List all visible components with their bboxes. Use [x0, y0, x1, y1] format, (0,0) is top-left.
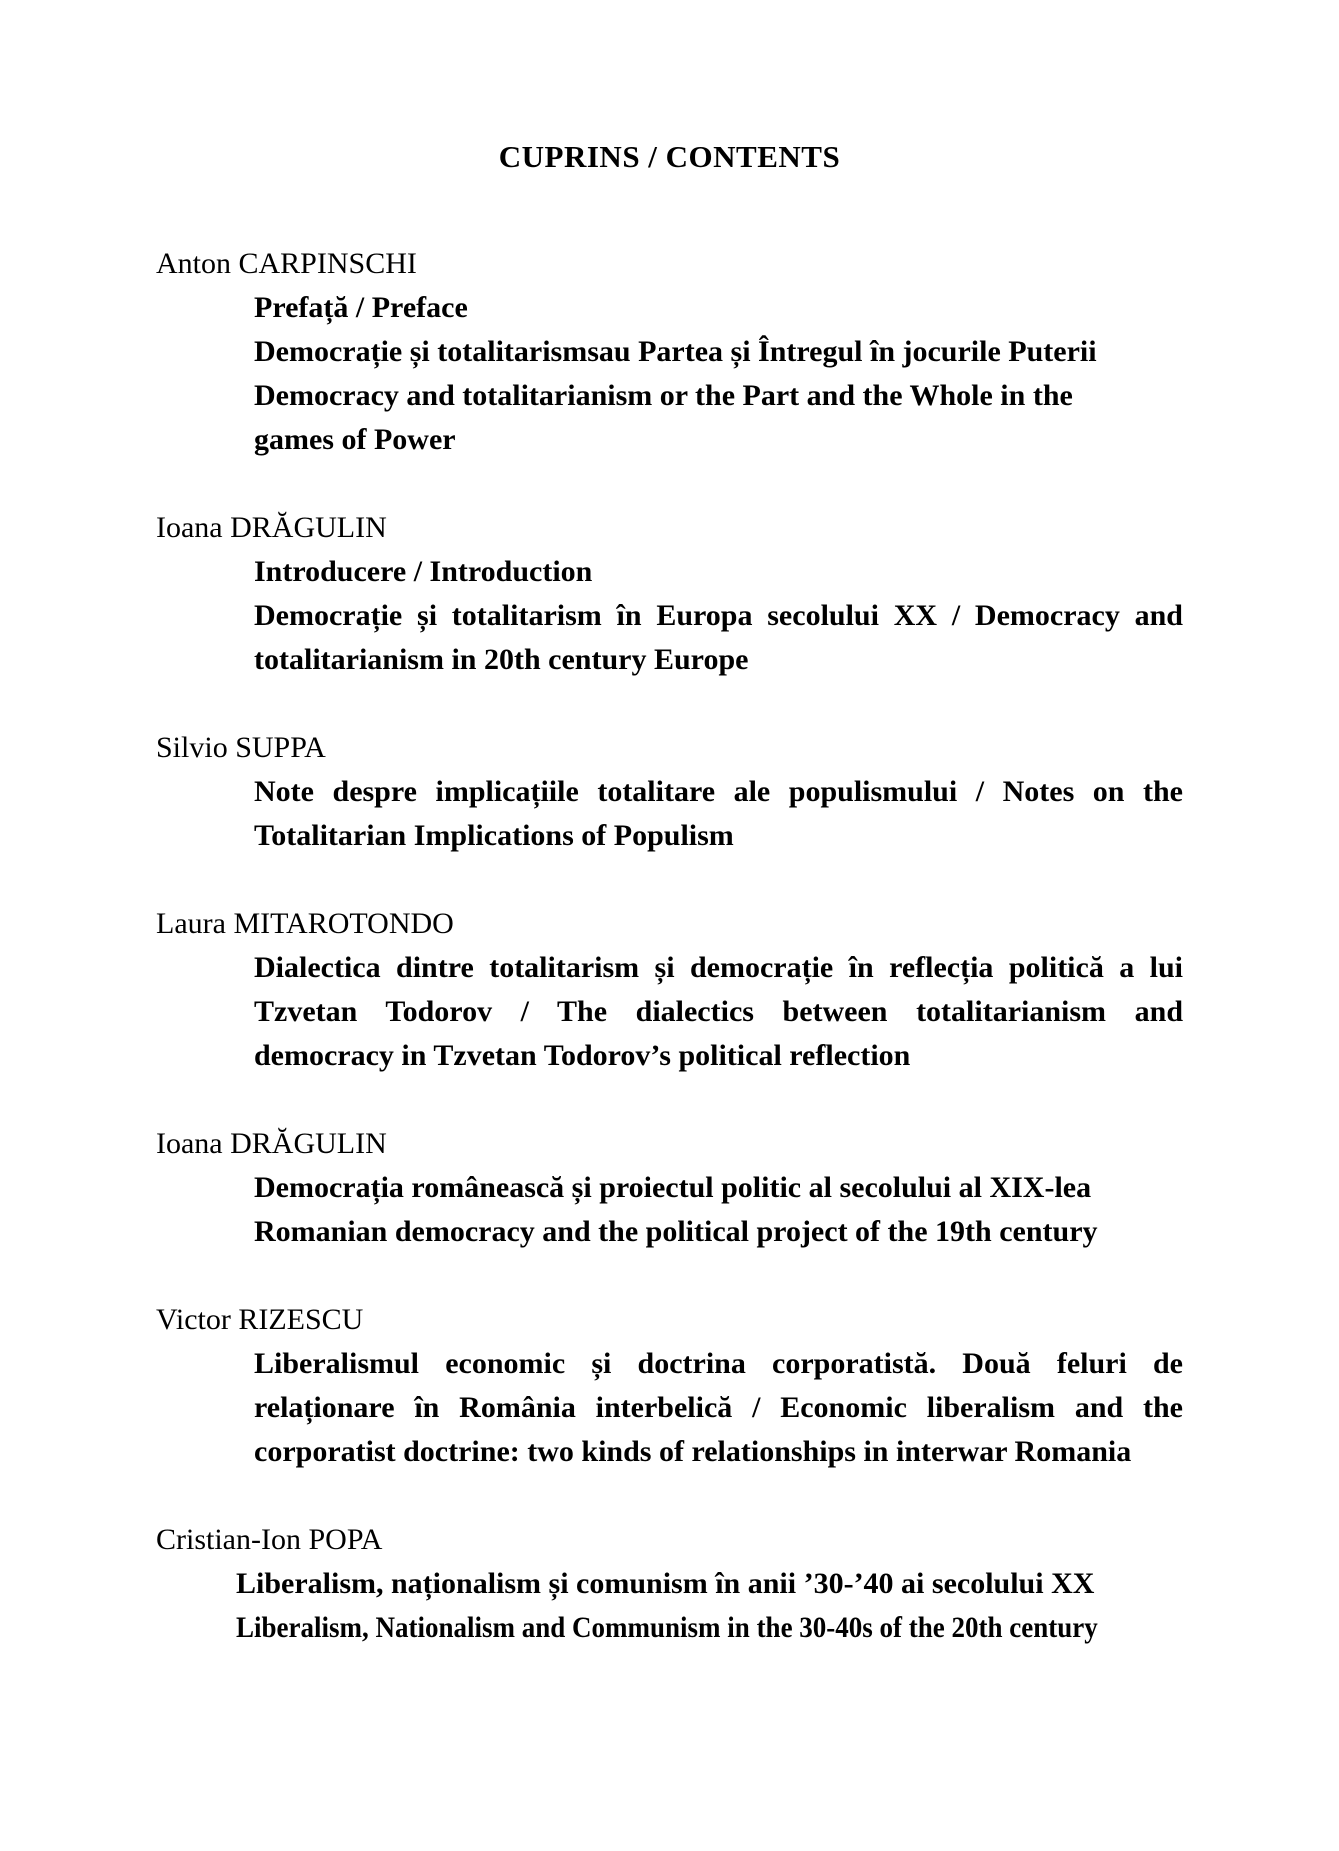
- entry-title-text: corporatist doctrine: two kinds of relationships in interwar Romania: [254, 1435, 1132, 1468]
- entry-title-text: Democrația românească și proiectul politic al secolului al XIX-lea: [254, 1171, 1092, 1204]
- entry-title-line: [254, 286, 1183, 330]
- entry-title-text: Prefață / Preface: [254, 291, 468, 324]
- entry-title-line: [254, 770, 1183, 814]
- entry-title-line: [254, 594, 1183, 638]
- entry-title-line: [254, 1386, 1183, 1430]
- entry-title-line: [236, 1606, 1183, 1650]
- entry-title-line: [254, 1034, 1183, 1078]
- toc-entry: [156, 506, 1183, 682]
- entry-title-text: Tzvetan Todorov / The dialectics between totalitarianism and: [254, 995, 1183, 1028]
- entry-title-line: [254, 814, 1183, 858]
- entry-title-line: [254, 330, 1183, 374]
- entry-title-text: Romanian democracy and the political project of the 19th century: [254, 1215, 1098, 1248]
- entry-title-lines: [156, 770, 1183, 858]
- entry-title-text: Dialectica dintre totalitarism și democrație în reflecția politică a lui: [254, 951, 1183, 984]
- entry-title-text: Liberalismul economic și doctrina corporatistă. Două feluri de: [254, 1347, 1183, 1380]
- entry-title-line: [254, 550, 1183, 594]
- entry-title-lines: [156, 946, 1183, 1078]
- toc-entry: [156, 726, 1183, 858]
- entry-title-text: games of Power: [254, 423, 456, 456]
- entry-title-line: [254, 1342, 1183, 1386]
- entry-title-line: [254, 638, 1183, 682]
- entry-title-lines: [156, 1166, 1183, 1254]
- entry-title-text: Liberalism, Nationalism and Communism in the 30-40s of the 20th century: [236, 1611, 1098, 1644]
- toc-entry: [156, 902, 1183, 1078]
- page-title: CUPRINS / CONTENTS: [498, 139, 841, 174]
- entry-title-text: relaționare în România interbelică / Economic liberalism and the: [254, 1391, 1183, 1424]
- entry-title-text: Totalitarian Implications of Populism: [254, 819, 734, 852]
- entry-title-lines: [156, 550, 1183, 682]
- entry-title-text: Introducere / Introduction: [254, 555, 593, 588]
- entry-title-lines: [156, 286, 1183, 462]
- author-name: Silvio SUPPA: [156, 731, 326, 764]
- author-name: Anton CARPINSCHI: [156, 247, 417, 280]
- author-name: Ioana DRĂGULIN: [156, 1127, 387, 1160]
- author-name: Cristian-Ion POPA: [156, 1523, 383, 1556]
- entry-title-text: democracy in Tzvetan Todorov’s political reflection: [254, 1039, 911, 1072]
- toc-entry: [156, 1122, 1183, 1254]
- entry-title-text: Note despre implicațiile totalitare ale populismului / Notes on the: [254, 775, 1183, 808]
- entry-title-line: [236, 1562, 1183, 1606]
- author-name: Laura MITAROTONDO: [156, 907, 454, 940]
- entry-title-text: Democrație și totalitarismsau Partea și Întregul în jocurile Puterii: [254, 335, 1097, 368]
- entry-title-text: Democrație și totalitarism în Europa secolului XX / Democracy and: [254, 599, 1183, 632]
- toc-entry: [156, 1518, 1183, 1650]
- entry-title-line: [254, 1166, 1183, 1210]
- entry-title-lines: [156, 1562, 1183, 1650]
- entry-title-line: [254, 1430, 1183, 1474]
- author-name: Victor RIZESCU: [156, 1303, 364, 1336]
- entry-title-line: [254, 418, 1183, 462]
- entry-title-text: Democracy and totalitarianism or the Part and the Whole in the: [254, 379, 1073, 412]
- toc-entry: [156, 1298, 1183, 1474]
- entry-title-line: [254, 1210, 1183, 1254]
- entry-title-line: [254, 374, 1183, 418]
- toc-entry: [156, 242, 1183, 462]
- entry-title-line: [254, 990, 1183, 1034]
- entry-title-text: Liberalism, naționalism și comunism în anii ’30-’40 ai secolului XX: [236, 1567, 1095, 1600]
- toc-entry-list: [156, 242, 1183, 1650]
- entry-title-lines: [156, 1342, 1183, 1474]
- entry-title-text: totalitarianism in 20th century Europe: [254, 643, 749, 676]
- entry-title-line: [254, 946, 1183, 990]
- author-name: Ioana DRĂGULIN: [156, 511, 387, 544]
